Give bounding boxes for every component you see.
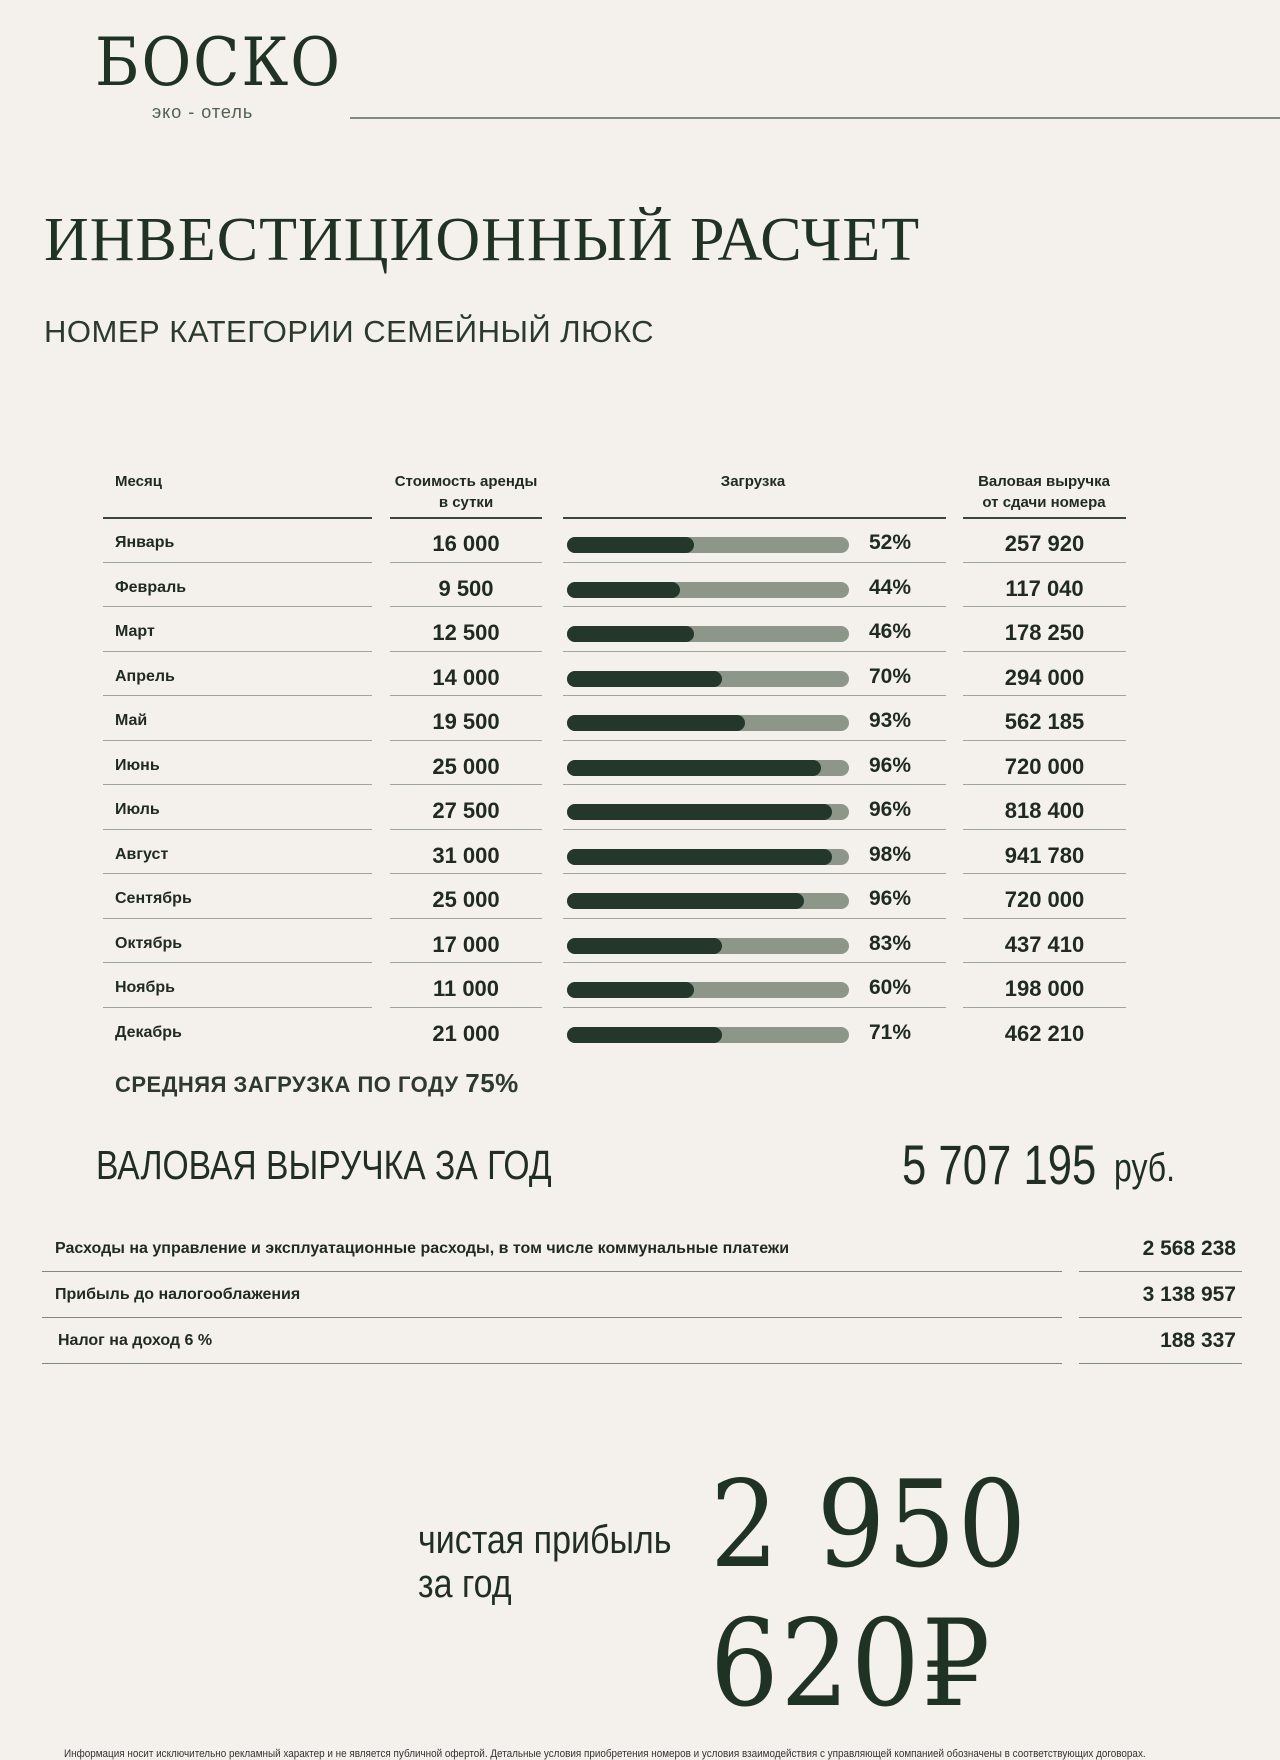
row-load-percent: 44% [869, 575, 912, 599]
row-divider [563, 918, 946, 919]
row-divider [963, 606, 1126, 607]
row-load-bar [567, 849, 849, 865]
net-profit-value: 2 950 620₽ [710, 1456, 1029, 1734]
row-divider [963, 873, 1126, 874]
row-revenue: 462 210 [1004, 1020, 1085, 1046]
net-profit-label-line2: за год [418, 1562, 512, 1606]
row-month: Ноябрь [115, 979, 175, 996]
average-load-label: СРЕДНЯЯ ЗАГРУЗКА ПО ГОДУ [115, 1072, 459, 1097]
row-revenue: 294 000 [1004, 664, 1085, 690]
row-month: Июль [115, 801, 160, 818]
gross-revenue-value: 5 707 195 [902, 1133, 1097, 1196]
expense-value: 3 138 957 [1142, 1283, 1236, 1306]
row-month: Январь [115, 534, 175, 551]
row-price: 16 000 [432, 531, 500, 556]
row-load-bar [567, 804, 849, 820]
row-revenue: 117 040 [1005, 575, 1084, 601]
row-divider [390, 606, 542, 607]
row-divider [963, 784, 1126, 785]
net-profit-label [418, 1518, 671, 1606]
row-load-bar [567, 938, 849, 954]
brand-logo: БОСКО [95, 24, 342, 101]
row-divider [963, 695, 1126, 696]
row-month: Август [115, 845, 169, 863]
row-divider [103, 651, 372, 652]
gross-revenue-label: ВАЛОВАЯ ВЫРУЧКА ЗА ГОД [96, 1142, 552, 1188]
expense-divider [1079, 1363, 1242, 1364]
row-divider [390, 740, 542, 741]
row-divider [103, 829, 372, 830]
disclaimer: Информация носит исключительно рекламный характер и не является публичной офертой. Детальные условия приобретения номеров и условия взаимодействия с управляющей компанией обозначены в соответствующих договорах. [64, 1748, 1146, 1760]
row-divider [390, 962, 542, 963]
expense-label: Расходы на управление и эксплуатационные расходы, в том числе коммунальные платежи [55, 1240, 790, 1257]
row-price: 27 500 [432, 798, 500, 823]
row-divider [103, 695, 372, 696]
row-load-percent: 60% [869, 976, 912, 999]
row-divider [963, 740, 1126, 741]
row-price: 11 000 [432, 976, 500, 1001]
row-price: 12 500 [432, 620, 500, 645]
row-load-percent: 93% [869, 709, 912, 732]
row-divider [103, 784, 372, 785]
expense-value: 188 337 [1160, 1329, 1236, 1352]
row-load-bar [567, 537, 849, 553]
row-load-bar-fill [567, 715, 745, 731]
row-load-bar [567, 582, 849, 598]
row-load-bar [567, 893, 849, 909]
expense-value: 2 568 238 [1142, 1237, 1236, 1260]
row-load-percent: 46% [869, 620, 912, 643]
row-load-bar-fill [567, 582, 680, 598]
row-divider [563, 1007, 946, 1008]
row-divider [963, 829, 1126, 830]
row-divider [390, 918, 542, 919]
header-divider [350, 117, 1280, 119]
row-load-percent: 96% [869, 887, 912, 910]
row-month: Июнь [115, 756, 160, 774]
row-load-bar-fill [567, 804, 832, 820]
average-load [115, 1068, 519, 1099]
row-load-bar [567, 982, 849, 998]
row-load-bar-fill [567, 760, 821, 776]
row-divider [963, 962, 1126, 963]
row-load-percent: 71% [869, 1020, 912, 1044]
page-title: ИНВЕСТИЦИОННЫЙ РАСЧЕТ [44, 206, 921, 274]
header-price-line1: Стоимость аренды [394, 473, 538, 490]
row-revenue: 941 780 [1004, 842, 1085, 868]
row-divider [390, 784, 542, 785]
header-rule-revenue [963, 517, 1126, 519]
row-divider [103, 740, 372, 741]
row-price: 9 500 [438, 575, 494, 601]
row-month: Март [115, 623, 155, 640]
row-load-bar-fill [567, 938, 722, 954]
row-divider [103, 873, 372, 874]
page-subtitle: НОМЕР КАТЕГОРИИ СЕМЕЙНЫЙ ЛЮКС [44, 314, 655, 349]
expense-divider [1079, 1271, 1242, 1272]
net-profit-label-line1: чистая прибыль [418, 1518, 672, 1562]
row-divider [390, 695, 542, 696]
brand-tagline: эко - отель [152, 102, 254, 122]
row-divider [103, 918, 372, 919]
row-load-bar-fill [567, 626, 694, 642]
row-load-percent: 98% [869, 842, 912, 866]
row-price: 21 000 [432, 1020, 500, 1046]
row-load-bar-fill [567, 1027, 722, 1043]
header-rule-month [103, 517, 372, 519]
header-rule-price [390, 517, 542, 519]
row-load-percent: 96% [869, 798, 912, 821]
row-revenue: 198 000 [1004, 976, 1085, 1001]
row-load-bar-fill [567, 982, 694, 998]
row-divider [963, 562, 1126, 563]
row-divider [963, 918, 1126, 919]
row-month: Сентябрь [115, 890, 192, 907]
row-load-bar [567, 760, 849, 776]
row-month: Февраль [115, 578, 187, 596]
row-divider [563, 695, 946, 696]
row-load-bar-fill [567, 671, 722, 687]
row-load-percent: 52% [869, 531, 912, 554]
row-load-bar-fill [567, 893, 804, 909]
row-revenue: 257 920 [1004, 531, 1085, 556]
row-revenue: 562 185 [1004, 709, 1085, 734]
row-month: Декабрь [115, 1023, 182, 1041]
row-price: 17 000 [432, 931, 500, 957]
row-load-bar [567, 671, 849, 687]
expense-divider [42, 1363, 1062, 1364]
row-load-bar [567, 1027, 849, 1043]
row-load-bar [567, 715, 849, 731]
row-divider [390, 829, 542, 830]
gross-revenue-unit: руб. [1114, 1146, 1176, 1190]
row-load-bar-fill [567, 537, 694, 553]
expense-label: Прибыль до налогооблажения [55, 1286, 301, 1303]
row-price: 19 500 [432, 709, 500, 734]
row-divider [563, 873, 946, 874]
row-divider [563, 651, 946, 652]
row-divider [563, 829, 946, 830]
row-revenue: 818 400 [1004, 798, 1085, 823]
row-divider [103, 562, 372, 563]
expense-divider [42, 1317, 1062, 1318]
row-price: 25 000 [432, 887, 500, 912]
header-revenue [963, 471, 1125, 513]
row-divider [563, 740, 946, 741]
expense-divider [1079, 1317, 1242, 1318]
header-month: Месяц [115, 473, 162, 490]
header-revenue-line2: от сдачи номера [982, 494, 1106, 511]
row-divider [563, 562, 946, 563]
row-divider [103, 962, 372, 963]
row-divider [563, 784, 946, 785]
row-revenue: 178 250 [1004, 620, 1085, 645]
row-divider [390, 1007, 542, 1008]
average-load-value: 75% [465, 1068, 519, 1098]
row-month: Октябрь [115, 934, 183, 952]
row-divider [103, 1007, 372, 1008]
row-month: Май [115, 712, 148, 729]
row-load-percent: 83% [869, 931, 912, 955]
row-load-bar-fill [567, 849, 832, 865]
row-divider [390, 873, 542, 874]
row-divider [963, 651, 1126, 652]
row-divider [963, 1007, 1126, 1008]
row-load-percent: 96% [869, 753, 912, 777]
header-price-line2: в сутки [438, 494, 494, 511]
row-divider [390, 651, 542, 652]
row-load-bar [567, 626, 849, 642]
row-revenue: 720 000 [1004, 753, 1085, 779]
header-revenue-line1: Валовая выручка [978, 473, 1110, 490]
header-rule-load [563, 517, 946, 519]
row-price: 14 000 [432, 664, 500, 690]
row-divider [563, 606, 946, 607]
row-price: 25 000 [432, 753, 500, 779]
expense-divider [42, 1271, 1062, 1272]
row-price: 31 000 [432, 842, 500, 868]
row-revenue: 437 410 [1004, 931, 1085, 957]
row-load-percent: 70% [869, 664, 912, 688]
row-divider [103, 606, 372, 607]
expense-label: Налог на доход 6 % [58, 1332, 213, 1349]
row-divider [390, 562, 542, 563]
row-revenue: 720 000 [1004, 887, 1085, 912]
row-divider [563, 962, 946, 963]
header-price [390, 471, 542, 513]
header-load: Загрузка [720, 473, 786, 490]
row-month: Апрель [115, 667, 175, 685]
